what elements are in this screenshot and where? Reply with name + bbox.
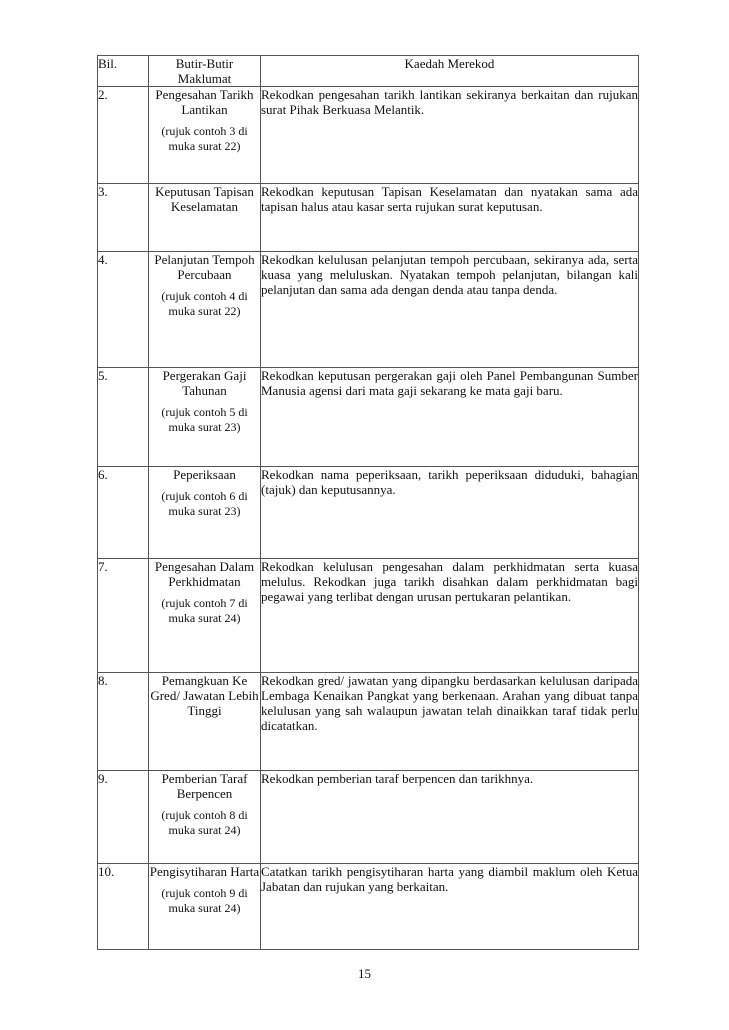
- row-number: 7.: [98, 559, 149, 673]
- table-row: [98, 864, 639, 950]
- row-item: [149, 368, 261, 467]
- row-number: 3.: [98, 184, 149, 252]
- item-title: Pemangkuan Ke Gred/ Jawatan Lebih Tinggi: [150, 673, 259, 718]
- table-row: [98, 771, 639, 864]
- item-reference: (rujuk contoh 9 di muka surat 24): [161, 886, 248, 915]
- row-number: 5.: [98, 368, 149, 467]
- row-rule: Rekodkan keputusan pergerakan gaji oleh Panel Pembangunan Sumber Manusia agensi dari mata gaji sekarang ke mata gaji baru.: [261, 368, 639, 467]
- row-rule: Catatkan tarikh pengisytiharan harta yang diambil maklum oleh Ketua Jabatan dan rujukan yang berkaitan.: [261, 864, 639, 950]
- table-row: [98, 368, 639, 467]
- header-bil: Bil.: [98, 56, 149, 87]
- row-rule: Rekodkan kelulusan pelanjutan tempoh percubaan, sekiranya ada, serta kuasa yang meluluskan. Nyatakan tempoh pelanjutan, bilangan kali pelanjutan dan sama ada dengan denda atau tanpa denda.: [261, 252, 639, 368]
- header-item: Butir-Butir Maklumat: [149, 56, 261, 87]
- header-rule: Kaedah Merekod: [261, 56, 639, 87]
- item-reference: (rujuk contoh 3 di muka surat 22): [161, 124, 248, 153]
- item-title: Pengesahan Dalam Perkhidmatan: [154, 559, 255, 589]
- row-item: [149, 673, 261, 771]
- row-rule: Rekodkan nama peperiksaan, tarikh peperiksaan diduduki, bahagian (tajuk) dan keputusannya.: [261, 467, 639, 559]
- table-row: [98, 673, 639, 771]
- table-row: [98, 184, 639, 252]
- item-reference: (rujuk contoh 6 di muka surat 23): [161, 489, 248, 518]
- row-item: [149, 87, 261, 184]
- row-item: [149, 252, 261, 368]
- row-rule: Rekodkan gred/ jawatan yang dipangku berdasarkan kelulusan daripada Lembaga Kenaikan Pangkat yang berkenaan. Arahan yang dibuat tanpa kelulusan yang sah walaupun jawatan telah dinaikkan taraf tidak perlu dicatatkan.: [261, 673, 639, 771]
- item-title: Pergerakan Gaji Tahunan: [162, 368, 247, 398]
- records-table: [97, 55, 639, 950]
- row-rule: Rekodkan kelulusan pengesahan dalam perkhidmatan serta kuasa melulus. Rekodkan juga tarikh disahkan dalam perkhidmatan bagi pegawai yang terlibat dengan urusan pertukaran pelantikan.: [261, 559, 639, 673]
- row-item: [149, 864, 261, 950]
- table-row: [98, 559, 639, 673]
- row-number: 10.: [98, 864, 149, 950]
- table-row: [98, 87, 639, 184]
- row-number: 2.: [98, 87, 149, 184]
- row-item: [149, 467, 261, 559]
- page-number: 15: [358, 966, 371, 981]
- item-title: Pengesahan Tarikh Lantikan: [155, 87, 254, 117]
- item-reference: (rujuk contoh 7 di muka surat 24): [161, 596, 248, 625]
- row-rule: Rekodkan keputusan Tapisan Keselamatan dan nyatakan sama ada tapisan halus atau kasar serta rujukan surat keputusan.: [261, 184, 639, 252]
- item-reference: (rujuk contoh 5 di muka surat 23): [161, 405, 248, 434]
- item-reference: (rujuk contoh 8 di muka surat 24): [161, 808, 248, 837]
- row-rule: Rekodkan pemberian taraf berpencen dan tarikhnya.: [261, 771, 639, 864]
- item-title: Peperiksaan: [173, 467, 236, 482]
- item-title: Pemberian Taraf Berpencen: [161, 771, 248, 801]
- row-item: [149, 559, 261, 673]
- row-number: 4.: [98, 252, 149, 368]
- table-row: [98, 467, 639, 559]
- row-number: 9.: [98, 771, 149, 864]
- item-title: Keputusan Tapisan Keselamatan: [155, 184, 254, 214]
- item-title: Pelanjutan Tempoh Percubaan: [154, 252, 255, 282]
- table-row: [98, 252, 639, 368]
- row-number: 6.: [98, 467, 149, 559]
- row-item: [149, 771, 261, 864]
- row-number: 8.: [98, 673, 149, 771]
- item-reference: (rujuk contoh 4 di muka surat 22): [161, 289, 248, 318]
- table-header-row: [98, 56, 639, 87]
- row-rule: Rekodkan pengesahan tarikh lantikan sekiranya berkaitan dan rujukan surat Pihak Berkuasa Melantik.: [261, 87, 639, 184]
- item-title: Pengisytiharan Harta: [149, 864, 260, 879]
- row-item: [149, 184, 261, 252]
